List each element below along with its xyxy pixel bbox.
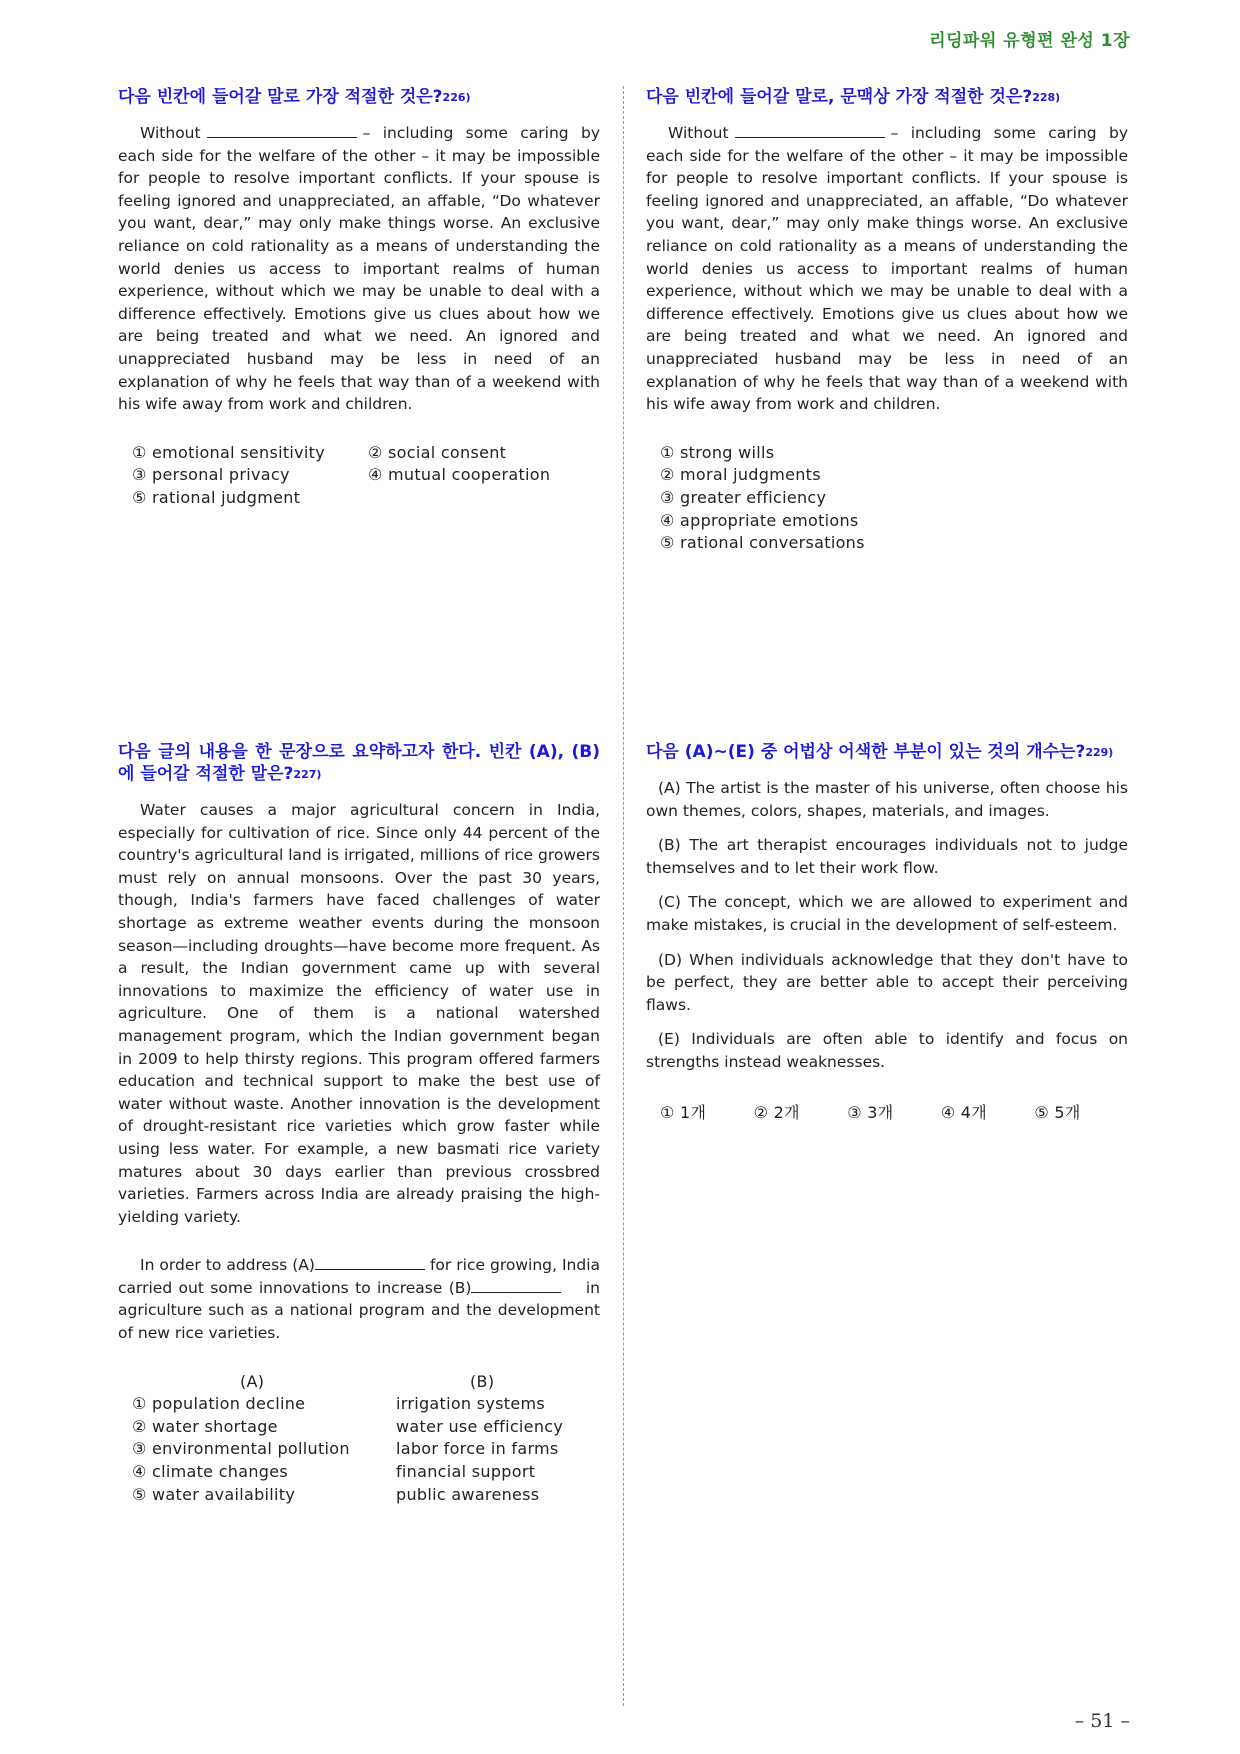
option-b: public awareness xyxy=(396,1484,540,1504)
option-b: irrigation systems xyxy=(396,1394,546,1414)
option-1[interactable] xyxy=(132,1393,600,1416)
question-227 xyxy=(118,741,600,1506)
option-3[interactable]: ③ 3개 xyxy=(847,1102,894,1122)
blank-b xyxy=(471,1278,561,1293)
option-4[interactable]: ④ appropriate emotions xyxy=(660,510,859,530)
option-5[interactable]: ⑤ rational judgment xyxy=(132,487,301,507)
question-228 xyxy=(646,86,1128,555)
summary-part-2: for rice growing, India carried out some innovations to increase (B) xyxy=(118,1256,601,1297)
answer-options xyxy=(646,442,1128,555)
passage-start: Without xyxy=(140,124,201,142)
option-b: water use efficiency xyxy=(396,1416,564,1436)
option-4[interactable]: ④ 4개 xyxy=(940,1102,988,1122)
sentence-b: (B) The art therapist encourages individuals not to judge themselves and to let their work flow. xyxy=(646,836,1128,877)
option-2[interactable]: ② 2개 xyxy=(753,1102,800,1122)
option-1[interactable]: ① strong wills xyxy=(660,442,775,462)
column-b-label: (B) xyxy=(470,1371,495,1391)
sentence-e: (E) Individuals are often able to identify and focus on strengths instead weaknesses. xyxy=(646,1030,1128,1071)
column-divider xyxy=(623,86,624,1706)
question-number: 229) xyxy=(1085,746,1114,759)
passage xyxy=(646,122,1128,416)
question-number: 228) xyxy=(1032,91,1061,104)
page-number: – 51 – xyxy=(1074,1710,1130,1732)
passage-start: Without xyxy=(668,124,729,142)
column-a-label: (A) xyxy=(240,1371,265,1391)
question-title xyxy=(118,741,600,787)
option-a: ② water shortage xyxy=(132,1416,278,1436)
summary-sentence xyxy=(118,1254,600,1344)
header-title: 리딩파워 유형편 완성 1장 xyxy=(929,31,1130,51)
passage xyxy=(118,799,600,1228)
summary-part-3: in agriculture such as a national program and the development of new rice varieties. xyxy=(118,1278,600,1343)
answer-blank xyxy=(735,123,885,138)
question-title-text: 다음 글의 내용을 한 문장으로 요약하고자 한다. 빈칸 (A), (B)에 들어갈 적절한 말은? xyxy=(118,742,600,784)
passage-text: – including some caring by each side for the welfare of the other – it may be impossible for people to resolve important conflicts. If your spouse is feeling ignored and unappreciated, an affable, “Do whatever you want, dear,” may only make things worse. An exclusive reliance on cold rationality as a means of understanding the world denies us access to important realms of human experience, without which we may be unable to deal with a difference effectively. Emotions give us clues about how we are being treated and what we need. An ignored and unappreciated husband may be less in need of an explanation of why he feels that way than of a weekend with his wife away from work and children. xyxy=(646,124,1128,414)
option-5[interactable] xyxy=(132,1484,600,1507)
summary-part-1: In order to address (A) xyxy=(140,1256,315,1275)
option-3[interactable]: ③ personal privacy xyxy=(132,465,290,485)
option-5[interactable]: ⑤ 5개 xyxy=(1034,1102,1081,1122)
option-b: labor force in farms xyxy=(396,1439,559,1459)
question-226 xyxy=(118,86,600,510)
option-2[interactable]: ② moral judgments xyxy=(660,465,821,485)
question-229 xyxy=(646,741,1128,1123)
blank-a xyxy=(315,1255,425,1270)
passage-text: – including some caring by each side for the welfare of the other – it may be impossible for people to resolve important conflicts. If your spouse is feeling ignored and unappreciated, an affable, “Do whatever you want, dear,” may only make things worse. An exclusive reliance on cold rationality as a means of understanding the world denies us access to important realms of human experience, without which we may be unable to deal with a difference effectively. Emotions give us clues about how we are being treated and what we need. An ignored and unappreciated husband may be less in need of an explanation of why he feels that way than of a weekend with his wife away from work and children. xyxy=(118,124,600,414)
option-2[interactable]: ② social consent xyxy=(368,442,507,462)
question-title-text: 다음 (A)~(E) 중 어법상 어색한 부분이 있는 것의 개수는? xyxy=(646,742,1086,762)
option-1[interactable]: ① 1개 xyxy=(660,1102,707,1122)
option-1[interactable]: ① emotional sensitivity xyxy=(132,442,326,462)
passage xyxy=(118,122,600,416)
passage-text: Water causes a major agricultural concern in India, especially for cultivation of rice. Since only 44 percent of the country's agricultural land is irrigated, millions of rice growers must rely on annual monsoons. Over the past 30 years, though, India's farmers have faced challenges of water shortage as extreme weather events during the monsoon season—including droughts—have become more frequent. As a result, the Indian government came up with several innovations to maximize the efficiency of water use in agriculture. One of them is a national watershed management program, which the Indian government began in 2009 to help thirsty regions. This program offered farmers education and technical support to make the best use of water without waste. Another innovation is the development of drought-resistant rice varieties which grow faster while using less water. For example, a new basmati rice variety matures about 30 days earlier than previous crossbred varieties. Farmers across India are already praising the high-yielding variety. xyxy=(118,801,600,1226)
sentence-c: (C) The concept, which we are allowed to experiment and make mistakes, is crucial in the development of self-esteem. xyxy=(646,893,1128,934)
option-a: ③ environmental pollution xyxy=(132,1439,350,1459)
question-title-text: 다음 빈칸에 들어갈 말로 가장 적절한 것은? xyxy=(118,87,443,107)
answer-blank xyxy=(207,123,357,138)
option-4[interactable]: ④ mutual cooperation xyxy=(368,465,551,485)
question-title xyxy=(646,86,1128,110)
answer-options xyxy=(646,1100,1128,1123)
option-2[interactable] xyxy=(132,1416,600,1439)
question-number: 227) xyxy=(293,768,322,781)
options-header xyxy=(132,1371,600,1394)
question-title-text: 다음 빈칸에 들어갈 말로, 문맥상 가장 적절한 것은? xyxy=(646,87,1033,107)
question-title xyxy=(646,741,1128,765)
option-a: ① population decline xyxy=(132,1394,306,1414)
option-a: ④ climate changes xyxy=(132,1462,289,1482)
option-3[interactable]: ③ greater efficiency xyxy=(660,487,827,507)
question-title xyxy=(118,86,600,110)
sentence-a: (A) The artist is the master of his universe, often choose his own themes, colors, shapes, materials, and images. xyxy=(646,779,1128,820)
sentence-d: (D) When individuals acknowledge that they don't have to be perfect, they are better able to accept their perceiving flaws. xyxy=(646,950,1128,1014)
option-5[interactable]: ⑤ rational conversations xyxy=(660,533,865,553)
option-3[interactable] xyxy=(132,1438,600,1461)
option-a: ⑤ water availability xyxy=(132,1484,296,1504)
answer-options xyxy=(118,442,600,510)
question-number: 226) xyxy=(442,91,471,104)
answer-options xyxy=(118,1371,600,1507)
option-4[interactable] xyxy=(132,1461,600,1484)
option-b: financial support xyxy=(396,1462,536,1482)
